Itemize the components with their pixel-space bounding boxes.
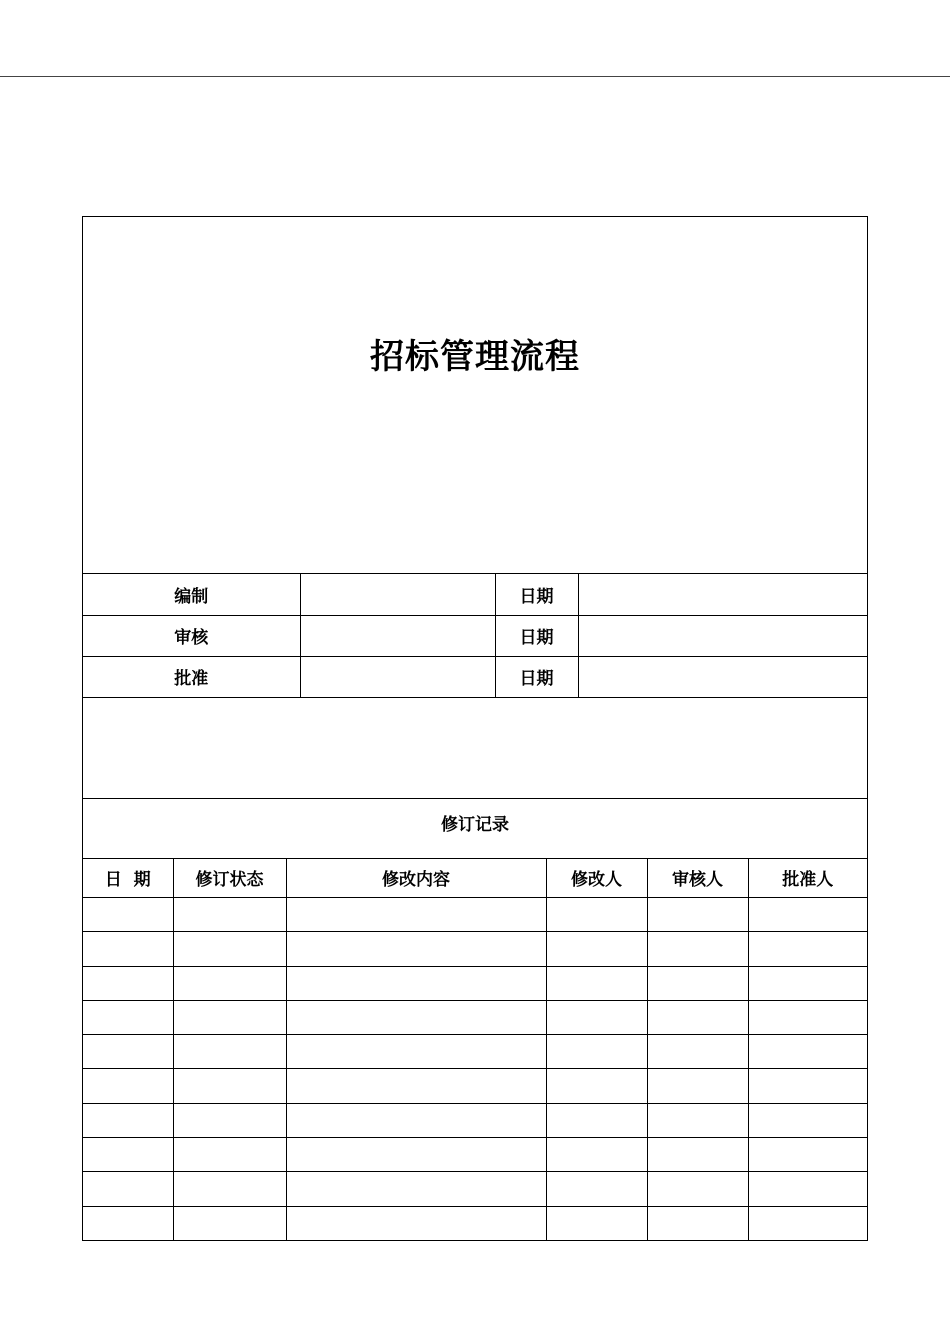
cell-reviewer[interactable] [647,1206,748,1240]
cell-change-content[interactable] [286,1000,546,1034]
cell-change-content[interactable] [286,1172,546,1206]
cell-modifier[interactable] [546,1103,647,1137]
cell-reviewer[interactable] [647,1000,748,1034]
date-label-reviewed: 日期 [495,615,578,656]
cell-approver[interactable] [748,1035,867,1069]
date-label-approved: 日期 [495,656,578,697]
col-header-approver: 批准人 [748,859,867,898]
table-row [83,1206,867,1240]
cell-revision-status[interactable] [173,1172,286,1206]
cell-revision-status[interactable] [173,932,286,966]
cell-modifier[interactable] [546,1172,647,1206]
cell-change-content[interactable] [286,1138,546,1172]
col-header-revision-status: 修订状态 [173,859,286,898]
table-row [83,898,867,932]
table-row [83,1000,867,1034]
col-header-reviewer: 审核人 [647,859,748,898]
cell-reviewer[interactable] [647,932,748,966]
date-field-approved[interactable] [578,656,867,697]
cell-date[interactable] [83,932,173,966]
cell-approver[interactable] [748,1000,867,1034]
title-area [83,217,867,574]
table-row [83,1069,867,1103]
revision-table [83,859,867,1241]
cell-revision-status[interactable] [173,1035,286,1069]
cell-reviewer[interactable] [647,1035,748,1069]
cell-date[interactable] [83,1172,173,1206]
signature-field-prepared[interactable] [300,574,495,615]
cell-modifier[interactable] [546,932,647,966]
table-row [83,1138,867,1172]
cell-approver[interactable] [748,1138,867,1172]
table-row [83,932,867,966]
cell-revision-status[interactable] [173,1103,286,1137]
document-title: 招标管理流程 [370,337,580,377]
cell-change-content[interactable] [286,1103,546,1137]
cell-approver[interactable] [748,1069,867,1103]
cell-revision-status[interactable] [173,1069,286,1103]
date-field-prepared[interactable] [578,574,867,615]
approval-row-prepared [83,574,867,615]
cell-change-content[interactable] [286,1069,546,1103]
signature-field-reviewed[interactable] [300,615,495,656]
cell-revision-status[interactable] [173,898,286,932]
date-label-prepared: 日期 [495,574,578,615]
table-row [83,1172,867,1206]
cell-modifier[interactable] [546,966,647,1000]
cell-change-content[interactable] [286,932,546,966]
cell-approver[interactable] [748,932,867,966]
cell-date[interactable] [83,1206,173,1240]
cell-reviewer[interactable] [647,966,748,1000]
cell-change-content[interactable] [286,898,546,932]
signature-field-approved[interactable] [300,656,495,697]
cell-reviewer[interactable] [647,1138,748,1172]
cell-change-content[interactable] [286,966,546,1000]
cell-reviewer[interactable] [647,1103,748,1137]
role-label-prepared: 编制 [83,574,300,615]
revision-body [83,898,867,1241]
cell-approver[interactable] [748,1103,867,1137]
cell-date[interactable] [83,1138,173,1172]
cell-date[interactable] [83,1103,173,1137]
approval-row-reviewed [83,615,867,656]
cell-date[interactable] [83,966,173,1000]
role-label-reviewed: 审核 [83,615,300,656]
cell-revision-status[interactable] [173,1206,286,1240]
cell-approver[interactable] [748,1206,867,1240]
table-row [83,1035,867,1069]
cover-form [82,216,868,1241]
revision-header-row [83,859,867,898]
cell-modifier[interactable] [546,1035,647,1069]
cell-revision-status[interactable] [173,966,286,1000]
col-header-date: 日 期 [83,859,173,898]
cell-modifier[interactable] [546,898,647,932]
table-row [83,966,867,1000]
blank-section [83,698,867,799]
cell-date[interactable] [83,1000,173,1034]
cell-approver[interactable] [748,898,867,932]
cell-date[interactable] [83,1035,173,1069]
revision-heading: 修订记录 [83,799,867,859]
cell-modifier[interactable] [546,1000,647,1034]
cell-reviewer[interactable] [647,1069,748,1103]
cell-date[interactable] [83,898,173,932]
table-row [83,1103,867,1137]
cell-change-content[interactable] [286,1206,546,1240]
cell-reviewer[interactable] [647,1172,748,1206]
cell-approver[interactable] [748,1172,867,1206]
cell-change-content[interactable] [286,1035,546,1069]
header-rule [0,76,950,77]
date-field-reviewed[interactable] [578,615,867,656]
col-header-change-content: 修改内容 [286,859,546,898]
cell-approver[interactable] [748,966,867,1000]
cell-revision-status[interactable] [173,1000,286,1034]
cell-modifier[interactable] [546,1138,647,1172]
cell-revision-status[interactable] [173,1138,286,1172]
cell-modifier[interactable] [546,1206,647,1240]
approval-row-approved [83,656,867,697]
cell-reviewer[interactable] [647,898,748,932]
approval-table [83,574,867,698]
cell-date[interactable] [83,1069,173,1103]
cell-modifier[interactable] [546,1069,647,1103]
role-label-approved: 批准 [83,656,300,697]
col-header-modifier: 修改人 [546,859,647,898]
